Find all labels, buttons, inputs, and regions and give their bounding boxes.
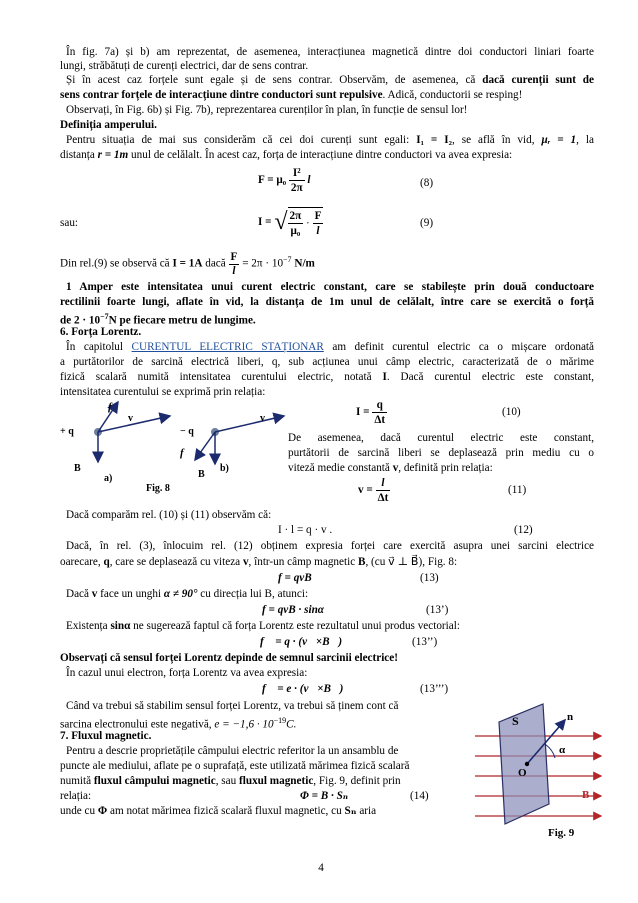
paragraph-line	[60, 370, 594, 384]
fraction-num: F	[230, 250, 238, 263]
math: v	[392, 462, 399, 474]
paragraph-line: purtătorii de sarcină liberi se deplasează prin mediu cu o	[288, 447, 594, 459]
paragraph-line	[60, 539, 594, 553]
text: , se află în vid,	[451, 134, 542, 146]
text: unul de celălalt. În acest caz, forța de interacțiune dintre conductori va avea expresia:	[128, 149, 513, 161]
paragraph-line	[60, 555, 594, 569]
text: sarcina electronului este negativă,	[60, 718, 215, 731]
fig9-caption: Fig. 9	[548, 827, 575, 839]
paragraph-line	[288, 461, 493, 475]
equation-12: I · l = q · v .	[278, 524, 333, 536]
equation-tag-14: (14)	[410, 790, 429, 802]
math: Sₙ	[344, 805, 357, 817]
fraction	[376, 476, 391, 505]
text: am notat mărimea fizică scalară fluxul magnetic, cu	[107, 805, 345, 817]
text: viteză medie constantă	[288, 462, 393, 474]
curent-stationar-link[interactable]: CURENTUL ELECTRIC STAȚIONAR	[131, 341, 324, 353]
text: face un unghi	[97, 588, 164, 600]
paragraph-line: În cazul unui electron, forța Lorentz va avea expresia:	[66, 667, 308, 679]
velocity-arrow-a	[98, 416, 170, 432]
definition-line: rectilinii foarte lungi, aflate în vid, la distanța de 1m unul de celălalt, între care se exercită o forță	[60, 296, 594, 308]
fraction	[289, 166, 305, 195]
fraction	[288, 209, 304, 238]
text: N pe fiecare metru de lungime.	[108, 314, 256, 327]
equation-13-triple-prime: f⃗ = e · (v⃗×B⃗)	[262, 683, 344, 695]
fraction-den: Δt	[377, 492, 389, 504]
paragraph-line	[60, 246, 594, 278]
page-number: 4	[318, 862, 324, 874]
fig9-label-n: n	[567, 711, 574, 723]
text: În capitolul	[66, 341, 132, 353]
text: Din rel.(9) se observă că	[60, 257, 173, 270]
math: I₁ = I₂	[416, 134, 452, 146]
fraction	[229, 251, 240, 278]
fraction	[372, 398, 387, 427]
eq-lhs: F = μ₀	[258, 174, 287, 187]
observation-line: Observați că sensul forței Lorentz depinde de semnul sarcinii electrice!	[60, 652, 398, 664]
paragraph-line: lungi, străbătuți de curenți electrici, dar de sens contrar.	[60, 60, 309, 72]
math: Φ	[97, 805, 108, 817]
equation-tag-12: (12)	[514, 524, 533, 536]
text: , (cu v⃗ ⊥ B⃗), Fig. 8:	[365, 556, 458, 568]
text: de 2 · 10	[60, 314, 101, 327]
paragraph-line: puncte ale mediului, aflate pe o suprafață, este utilizată mărimea fizică scalară	[60, 760, 410, 772]
equation-tag-13: (13)	[420, 572, 439, 584]
math: v	[242, 556, 249, 568]
fraction-den: Δt	[374, 414, 386, 426]
label-q-plus: + q	[60, 426, 74, 437]
paragraph-line	[60, 88, 594, 102]
text: , Fig. 9, definit prin	[313, 775, 401, 787]
equation-tag-10: (10)	[502, 406, 521, 418]
label-a: a)	[104, 473, 113, 484]
paragraph-line	[60, 804, 376, 818]
math: e = −1,6 · 10	[214, 718, 274, 731]
equation-tag-13-double-prime: (13’’)	[412, 636, 438, 648]
text: oarecare,	[60, 556, 104, 568]
fraction-den: l	[232, 264, 236, 277]
text: . Dacă curentul electric este constant,	[386, 371, 595, 383]
text: , la	[576, 134, 594, 146]
label-q-minus: − q	[180, 426, 194, 437]
label-B-a: B	[74, 463, 81, 474]
text: cu direcția lui B, atunci:	[197, 588, 309, 600]
sqrt-body: $\frac{2\pi}{\text{μ₀}}$ · $\frac{F}{l}$	[288, 207, 324, 238]
label-v-a: v	[128, 413, 133, 424]
text: distanța	[60, 149, 98, 161]
text: , sau	[215, 775, 240, 787]
paragraph-line	[60, 774, 401, 788]
math: r = 1m	[97, 149, 129, 161]
bold-text: sens contrar forțele de interacțiune dintre conductori sunt repulsive	[60, 89, 383, 101]
bold-text: dacă curenții sunt de	[482, 74, 594, 86]
text: Dacă, în rel. (3), înlocuim rel. (12) obținem expresia forței care exercită asupra unei sarcini electrice	[66, 540, 594, 552]
label-B-b: B	[198, 469, 205, 480]
eq-lhs: v =	[358, 484, 373, 497]
equation-8	[258, 166, 311, 195]
fraction-num: F	[314, 209, 322, 222]
text: ne sugerează faptul că forța Lorentz este rezultatul unui produs vectorial:	[130, 620, 460, 632]
fraction-den: 2π	[290, 182, 303, 194]
fig9-label-alpha: α	[559, 744, 566, 756]
force-arrow-b	[195, 432, 215, 460]
paragraph-line	[60, 340, 594, 354]
section-title-amper: Definiția amperului.	[60, 119, 157, 131]
fraction-num: I²	[289, 166, 305, 181]
paragraph-line: Pentru a descrie proprietățile câmpului electric referitor la un ansamblu de	[66, 745, 399, 757]
label-f-b: f	[180, 447, 184, 459]
text: Pentru situația de mai sus considerăm că cei doi curenți sunt egali:	[66, 134, 417, 146]
equation-10	[356, 398, 387, 427]
text: , definită prin relația:	[398, 462, 493, 474]
text: , care se deplasează cu viteza	[109, 556, 243, 568]
exponent: −7	[283, 255, 292, 264]
figure-9	[475, 700, 605, 840]
text: Și în acest caz forțele sunt egale și de sens contrar. Observăm, de asemenea, că	[66, 74, 483, 86]
equation-9	[258, 205, 323, 239]
sau-label: sau:	[60, 217, 79, 229]
equation-13-double-prime: f⃗ = q · (v⃗×B⃗)	[260, 636, 343, 648]
fraction-den: l	[316, 224, 320, 237]
math: v	[91, 588, 98, 600]
label-v-b: v	[260, 413, 265, 424]
math: μᵣ = 1	[541, 134, 577, 146]
fig9-label-B: B	[582, 789, 590, 801]
text: În fig. 7a) și b) am reprezentat, de asemenea, interacțiunea magnetică dintre doi conductori liniari foarte	[66, 46, 594, 58]
paragraph-line: intensitatea curentului se exprimă prin relația:	[60, 386, 266, 398]
paragraph-line: relația:	[60, 790, 92, 802]
paragraph-line: Observați, în Fig. 6b) și Fig. 7b), reprezentarea curenților în plan, în funcție de sensul lor!	[66, 104, 468, 116]
eq-lhs: I =	[356, 406, 370, 419]
eq-var: l	[307, 174, 311, 187]
paragraph-line	[60, 133, 594, 147]
equation-tag-13-prime: (13’)	[426, 604, 449, 616]
math: sinα	[110, 620, 131, 632]
fraction	[313, 209, 324, 238]
text: unde cu	[60, 805, 98, 817]
text: Existența	[66, 620, 111, 632]
text: 1 Amper este intensitatea unui curent electric constant, care se stabilește prin două conductoare	[66, 281, 594, 293]
bold-text: fluxul câmpului magnetic	[93, 775, 216, 787]
paragraph-line	[60, 45, 594, 59]
fraction-num: l	[376, 476, 391, 491]
text: dacă	[202, 257, 229, 270]
paragraph-line: a purtătorilor de sarcină electrică liberi, q, sub acțiunea unui câmp electric, caracterizată de o mărime	[60, 356, 594, 368]
math: q	[103, 556, 110, 568]
text: fizică scalară numită intensitatea curentului electric, notată	[60, 371, 383, 383]
paragraph-line	[60, 619, 600, 633]
equation-tag-13-triple-prime	[420, 682, 448, 696]
tag-text: (13’’’)	[420, 683, 449, 695]
velocity-arrow-b	[215, 416, 284, 432]
equation-11	[358, 476, 390, 505]
equation-13-prime: f = qvB · sinα	[262, 604, 324, 616]
eq-lhs: I =	[258, 216, 272, 228]
equation-tag-9: (9)	[420, 217, 434, 229]
fraction-num: q	[372, 398, 387, 413]
sqrt-sign: √	[274, 209, 288, 235]
text: aria	[356, 805, 377, 817]
definition-line	[60, 280, 594, 294]
math: I = 1A	[172, 257, 203, 270]
text: Dacă	[66, 588, 92, 600]
section-title-flux: 7. Fluxul magnetic.	[60, 730, 152, 742]
text: numită	[60, 775, 94, 787]
math: I	[382, 371, 387, 383]
surface-plane	[499, 704, 549, 824]
paragraph-line	[60, 587, 600, 601]
math: C.	[286, 718, 297, 731]
figure-8	[60, 398, 290, 490]
exponent: −19	[273, 716, 287, 725]
paragraph-line: Dacă comparăm rel. (10) și (11) observăm că:	[66, 509, 272, 521]
fig9-label-S: S	[512, 714, 519, 728]
paragraph-line: Când va trebui să stabilim sensul forței Lorentz, va trebui să ținem cont că	[66, 700, 399, 712]
label-f-a: f	[108, 401, 112, 413]
equation-14: Φ = B · Sₙ	[300, 790, 348, 802]
fraction-num: 2π	[289, 209, 302, 222]
text: , într-un câmp magnetic	[248, 556, 358, 568]
equation-13: f = qvB	[278, 572, 312, 584]
math: B	[357, 556, 366, 568]
paragraph-line	[60, 73, 594, 87]
unit: N/m	[291, 257, 315, 270]
paragraph-line	[60, 148, 594, 162]
label-b: b)	[220, 463, 229, 474]
fig8-caption: Fig. 8	[146, 483, 170, 494]
equation-tag-8: (8)	[420, 177, 434, 189]
text: am definit curentul electric ca o mișcare ordonată	[323, 341, 594, 353]
exponent: −7	[100, 312, 109, 321]
bold-text: fluxul magnetic	[239, 775, 314, 787]
equation-tag-11: (11)	[508, 484, 527, 496]
text: . Adică, conductorii se resping!	[382, 89, 523, 101]
text: = 2π · 10	[239, 257, 284, 270]
section-title-lorentz: 6. Forța Lorentz.	[60, 326, 142, 338]
paragraph-line: De asemenea, dacă curentul electric este constant,	[288, 432, 594, 444]
fig9-label-O: O	[518, 767, 527, 779]
math: α ≠ 90°	[163, 588, 198, 600]
fraction-den: μ₀	[290, 224, 301, 237]
